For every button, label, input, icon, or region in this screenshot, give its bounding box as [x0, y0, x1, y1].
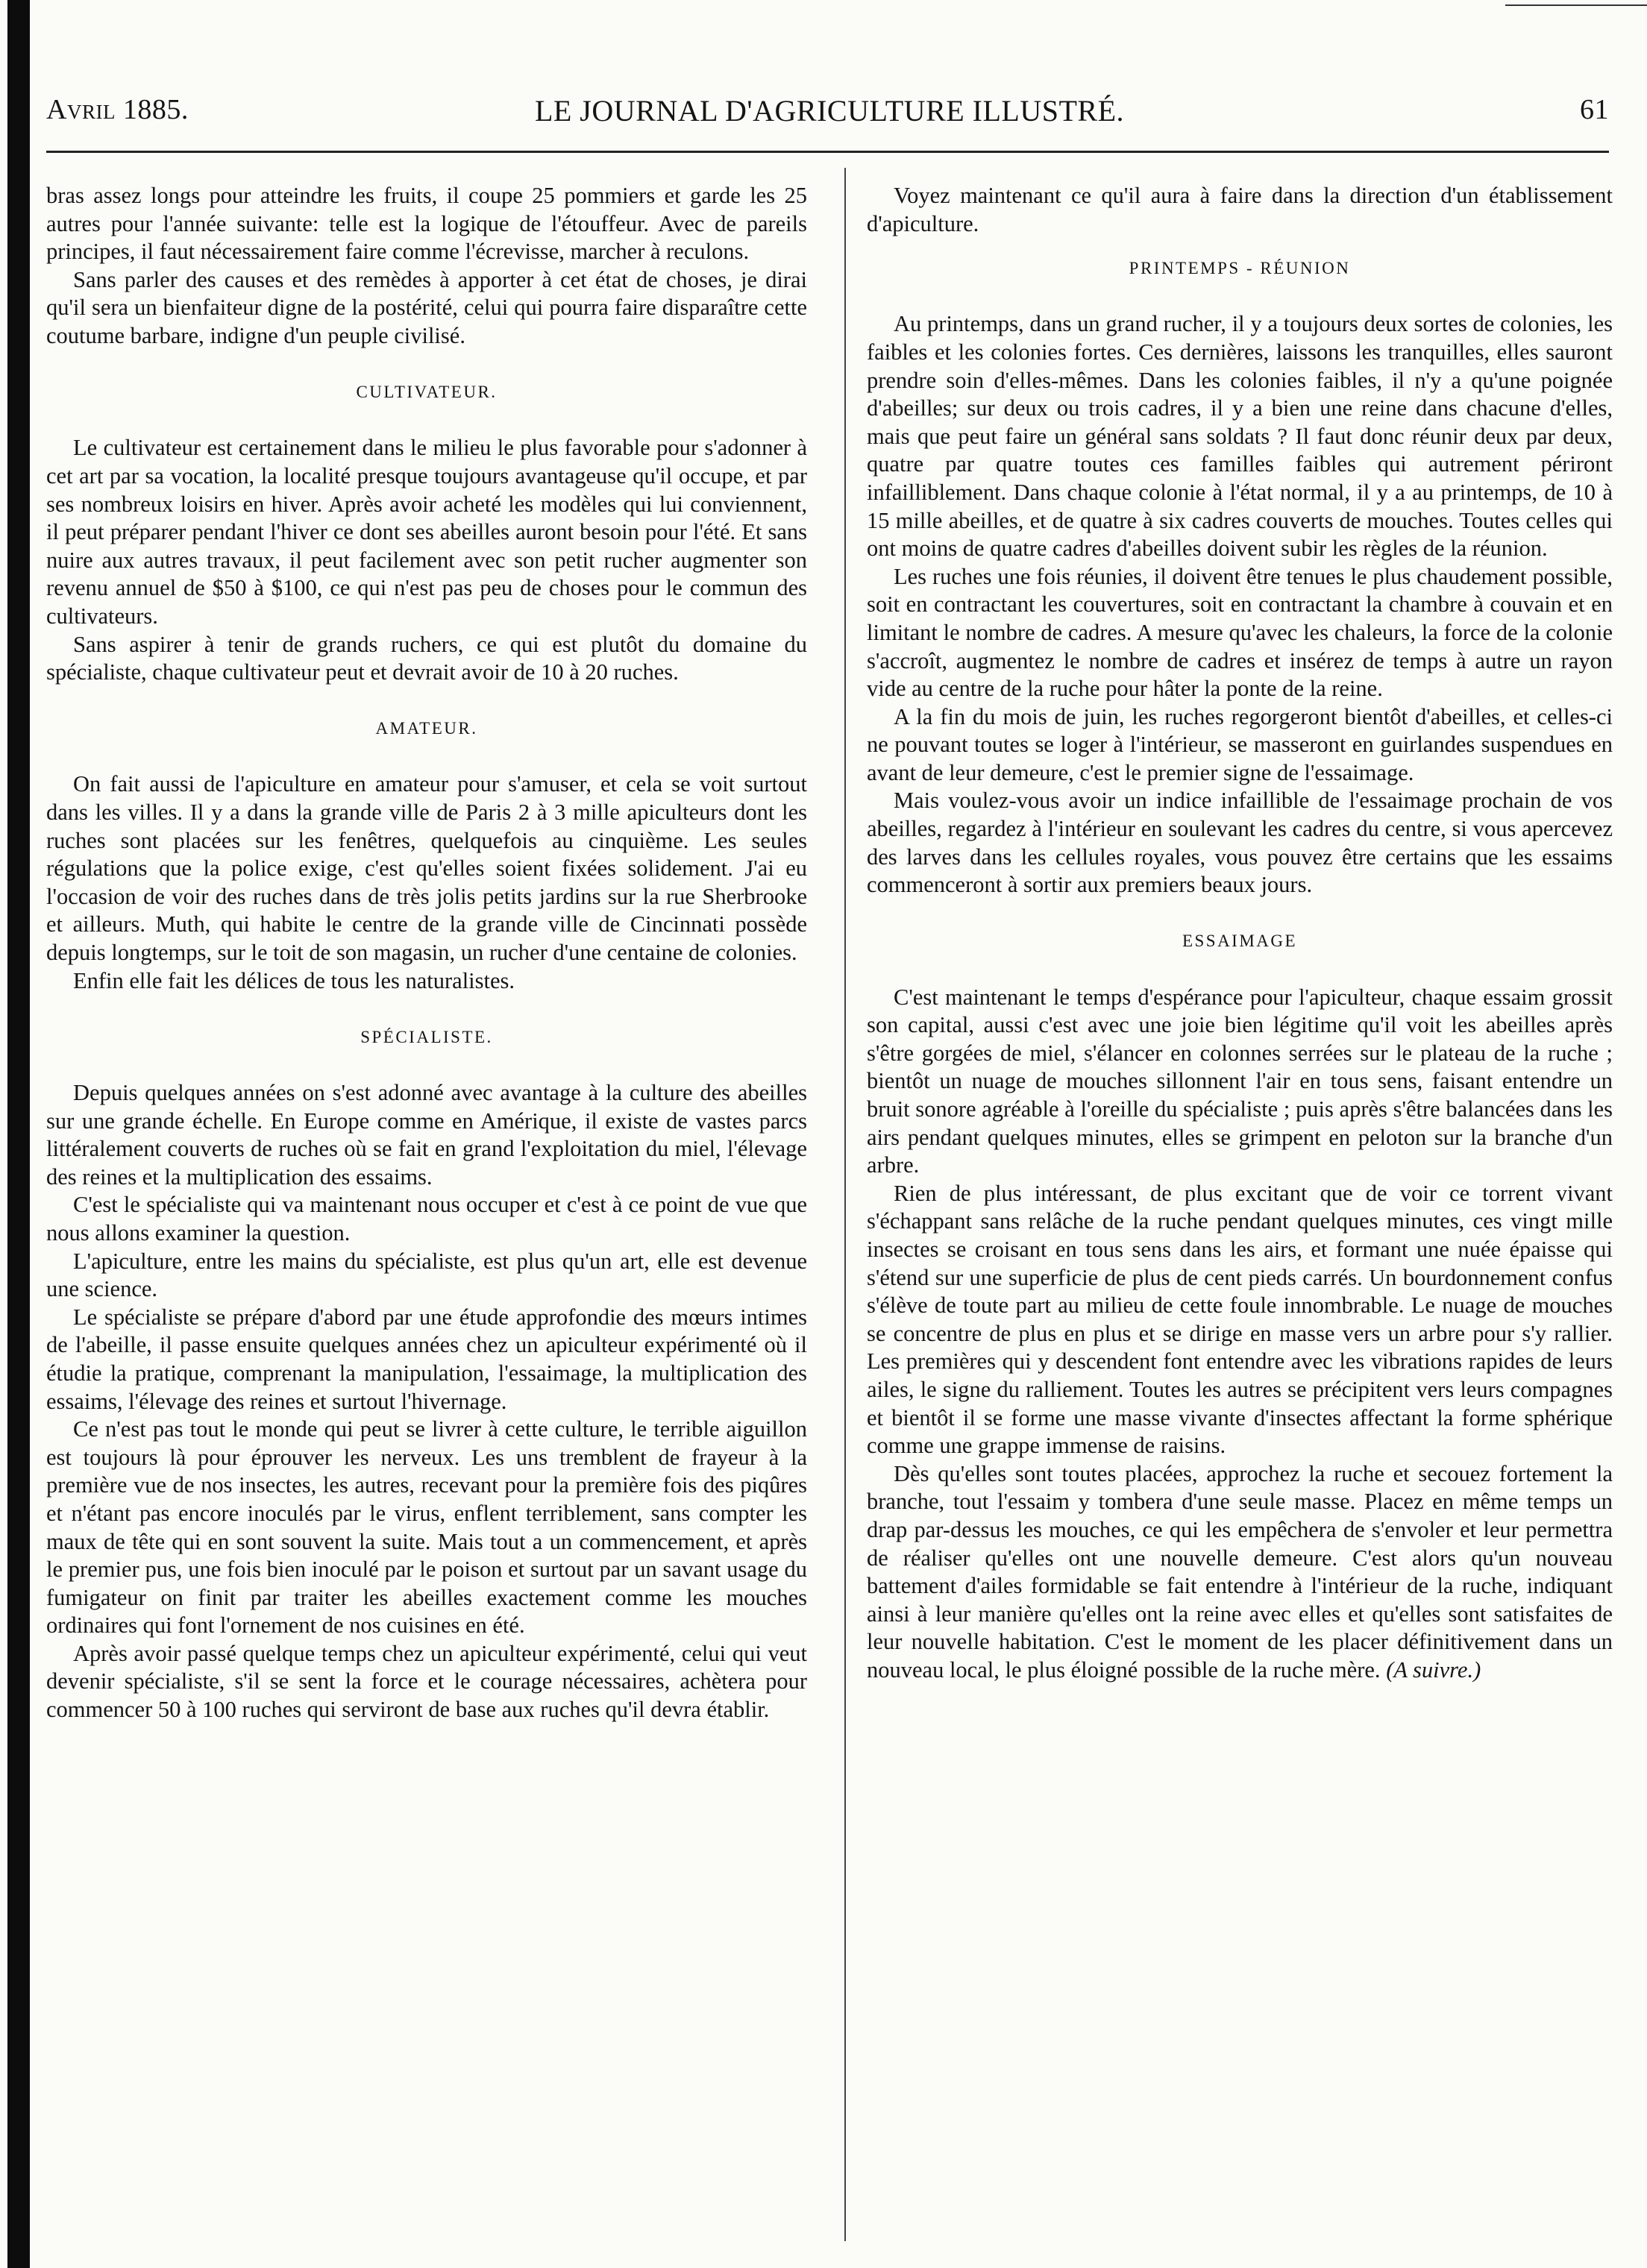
header-date: Avril 1885.	[46, 94, 189, 125]
paragraph-specialiste-5: Ce n'est pas tout le monde qui peut se livrer à cette culture, le terrible aiguillon est toujours là pour éprouver les nerveux. Les uns tremblent de frayeur à la première vue de nos insectes, les autres, recevant pour la première fois des piqûres et n'étant pas encore inoculés par le virus, enflent terriblement, sans compter les maux de tête qui en sont souvent la suite. Mais tout a un commencement, et après le premier pus, une fois bien inoculé par le poison et surtout par un savant usage du fumigateur on finit par traiter les abeilles exactement comme les mouches ordinaires qui font l'ornement de nos cuisines en été.	[46, 1416, 807, 1639]
paragraph-intro: bras assez longs pour atteindre les fruits, il coupe 25 pommiers et garde les 25 autres pour l'année suivante: telle est la logique de l'étouffeur. Avec de pareils principes, il faut nécessairement faire comme l'écrevisse, marcher à reculons.	[46, 183, 807, 265]
heading-cultivateur: CULTIVATEUR.	[356, 383, 498, 402]
paragraph-amateur-1: On fait aussi de l'apiculture en amateur pour s'amuser, et cela se voit surtout dans les villes. Il y a dans la grande ville de Paris 2 à 3 mille apiculteurs dont les ruches sont placées sur les fenêtres, quelquefois au cinquième. Les seules régulations que la police exige, c'est qu'elles soient fixées solidement. J'ai eu l'occasion de voir des ruches dans de très jolis petits jardins sur la rue Sherbrooke et ailleurs. Muth, qui habite le centre de la grande ville de Cincinnati possède depuis longtemps, sur le toit de son magasin, un rucher d'une centaine de colonies.	[46, 771, 807, 966]
paragraph-cultivateur-2: Sans aspirer à tenir de grands ruchers, ce qui est plutôt du domaine du spécialiste, chaque cultivateur peut et devrait avoir de 10 à 20 ruches.	[46, 631, 807, 685]
paragraph-printemps-1: Au printemps, dans un grand rucher, il y a toujours deux sortes de colonies, les faibles et les colonies fortes. Ces dernières, laissons les tranquilles, elles sauront prendre soin d'elles-mêmes. Dans les colonies faibles, il n'y a qu'une poignée d'abeilles; sur deux ou trois cadres, il y a bien une reine dans chacune d'elles, mais que peut faire un général sans soldats ? Il faut donc réunir deux par deux, quatre par quatre toutes ces familles faibles qui autrement périront infailliblement. Dans chaque colonie à l'état normal, il y a au printemps, de 10 à 15 mille abeilles, et de quatre à six cadres couverts de mouches. Toutes celles qui ont moins de quatre cadres d'abeilles doivent subir les règles de la réunion.	[867, 311, 1613, 562]
heading-specialiste: SPÉCIALISTE.	[360, 1027, 493, 1046]
newspaper-page	[46, 0, 1613, 2268]
paragraph-specialiste-2: C'est le spécialiste qui va maintenant nous occuper et c'est à ce point de vue que nous allons examiner la question.	[46, 1192, 807, 1245]
paragraph-specialiste-6: Après avoir passé quelque temps chez un apiculteur expérimenté, celui qui veut devenir spécialiste, s'il se sent la force et le courage nécessaires, achètera pour commencer 50 à 100 ruches qui serviront de base aux ruches qu'il devra établir.	[46, 1640, 807, 1723]
left-margin-bar	[7, 0, 30, 2268]
paragraph-printemps-4: Mais voulez-vous avoir un indice infaillible de l'essaimage prochain de vos abeilles, regardez à l'intérieur en soulevant les cadres du centre, si vous apercevez des larves dans les cellules royales, vous pouvez être certains que les essaims commenceront à sortir aux premiers beaux jours.	[867, 788, 1613, 898]
paragraph-specialiste-4: Le spécialiste se prépare d'abord par une étude approfondie des mœurs intimes de l'abeille, il passe ensuite quelques années chez un apiculteur expérimenté où il étudie la pratique, comprenant la manipulation, l'essaimage, la multiplication des essaims, l'élevage des reines et surtout l'hivernage.	[46, 1304, 807, 1414]
right-column	[867, 182, 1613, 2225]
heading-printemps-reunion: PRINTEMPS - RÉUNION	[1129, 259, 1351, 278]
paragraph-essaimage-3-text: Dès qu'elles sont toutes placées, approchez la ruche et secouez fortement la branche, tout l'essaim y tombera d'une seule masse. Placez en même temps un drap par-dessus les mouches, ce qui les empêchera de s'envoler et leur permettra de réaliser qu'elles ont une nouvelle demeure. C'est alors qu'un nouveau battement d'ailes formidable se fait entendre à l'intérieur de la ruche, indiquant ainsi à leur manière qu'elles ont la reine avec elles et qu'elles sont satisfaites de leur nouvelle habitation. C'est le moment de les placer définitivement dans un nouveau local, le plus éloigné possible de la ruche mère.	[867, 1460, 1613, 1683]
heading-amateur: AMATEUR.	[375, 719, 478, 738]
column-divider	[844, 168, 846, 2241]
a-suivre-note: (A suivre.)	[1386, 1656, 1481, 1683]
paragraph-essaimage-1: C'est maintenant le temps d'espérance pour l'apiculteur, chaque essaim grossit son capital, aussi c'est avec une joie bien légitime qu'il voit les abeilles après s'être gorgées de miel, s'élancer en colonnes serrées sur le plateau de la ruche ; bientôt un nuage de mouches sillonnent l'air en tous sens, faisant entendre un bruit sonore agréable à l'oreille du spécialiste ; puis après s'être balancées dans les airs pendant quelques minutes, elles se grimpent en peloton sur la branche d'un arbre.	[867, 984, 1613, 1178]
paragraph-printemps-2: Les ruches une fois réunies, il doivent être tenues le plus chaudement possible, soit en contractant les couvertures, soit en contractant la chambre à couvain et en limitant le nombre de cadres. A mesure qu'avec les chaleurs, la force de la colonie s'accroît, augmentez le nombre de cadres et insérez de temps à autre un rayon vide au centre de la ruche pour hâter la ponte de la reine.	[867, 563, 1613, 702]
paragraph-cultivateur-1: Le cultivateur est certainement dans le milieu le plus favorable pour s'adonner à cet art par sa vocation, la localité presque toujours avantageuse qu'il occupe, et par ses nombreux loisirs en hiver. Après avoir acheté les modèles qui lui conviennent, il peut préparer pendant l'hiver ce dont ses abeilles auront besoin pour l'été. Et sans nuire aux autres travaux, il peut facilement avec son petit rucher augmenter son revenu annuel de $50 à $100, ce qui n'est pas peu de choses pour le commun des cultivateurs.	[46, 435, 807, 629]
paragraph-specialiste-1: Depuis quelques années on s'est adonné avec avantage à la culture des abeilles sur une grande échelle. En Europe comme en Amérique, il existe de vastes parcs littéralement couverts de ruches où se fait en grand l'exploitation du miel, l'élevage des reines et la multiplication des essaims.	[46, 1080, 807, 1190]
paragraph-amateur-2: Enfin elle fait les délices de tous les naturalistes.	[73, 967, 515, 993]
header-title: LE JOURNAL D'AGRICULTURE ILLUSTRÉ.	[534, 94, 1125, 128]
header-page-number: 61	[1580, 94, 1609, 125]
paragraph-printemps-3: A la fin du mois de juin, les ruches regorgeront bientôt d'abeilles, et celles-ci ne pouvant toutes se loger à l'intérieur, se masseront en guirlandes suspendues en avant de leur demeure, c'est le premier signe de l'essaimage.	[867, 703, 1613, 785]
heading-essaimage: ESSAIMAGE	[1182, 932, 1298, 951]
paragraph-essaimage-2: Rien de plus intéressant, de plus excitant que de voir ce torrent vivant s'échappant sans relâche de la ruche pendant quelques minutes, ces vingt mille insectes se croisant en tous sens dans les airs, et formant une nuée épaisse qui s'étend sur une superficie de plus de cent pieds carrés. Un bourdonnement confus s'élève de toute part au milieu de cette foule innombrable. Le nuage de mouches se concentre de plus en plus et se dirige en masse vers un arbre pour s'y rallier. Les premières qui y descendent font entendre avec les vibrations rapides de leurs ailes, le signe du ralliement. Toutes les autres se précipitent vers leurs compagnes et bientôt il se forme une masse vivante d'insectes affectant la forme sphérique comme une grappe immense de raisins.	[867, 1180, 1613, 1459]
page-header	[46, 86, 1609, 138]
paragraph-causes: Sans parler des causes et des remèdes à apporter à cet état de choses, je dirai qu'il sera un bienfaiteur digne de la postérité, celui qui pourra faire disparaître cette coutume barbare, indigne d'un peuple civilisé.	[46, 266, 807, 348]
paragraph-essaimage-3	[867, 1460, 1613, 1685]
paragraph-voyez: Voyez maintenant ce qu'il aura à faire dans la direction d'un établissement d'apiculture.	[867, 183, 1613, 236]
header-rule	[46, 151, 1609, 153]
left-column	[46, 182, 807, 2225]
paragraph-specialiste-3: L'apiculture, entre les mains du spécialiste, est plus qu'un art, elle est devenue une science.	[46, 1248, 807, 1302]
